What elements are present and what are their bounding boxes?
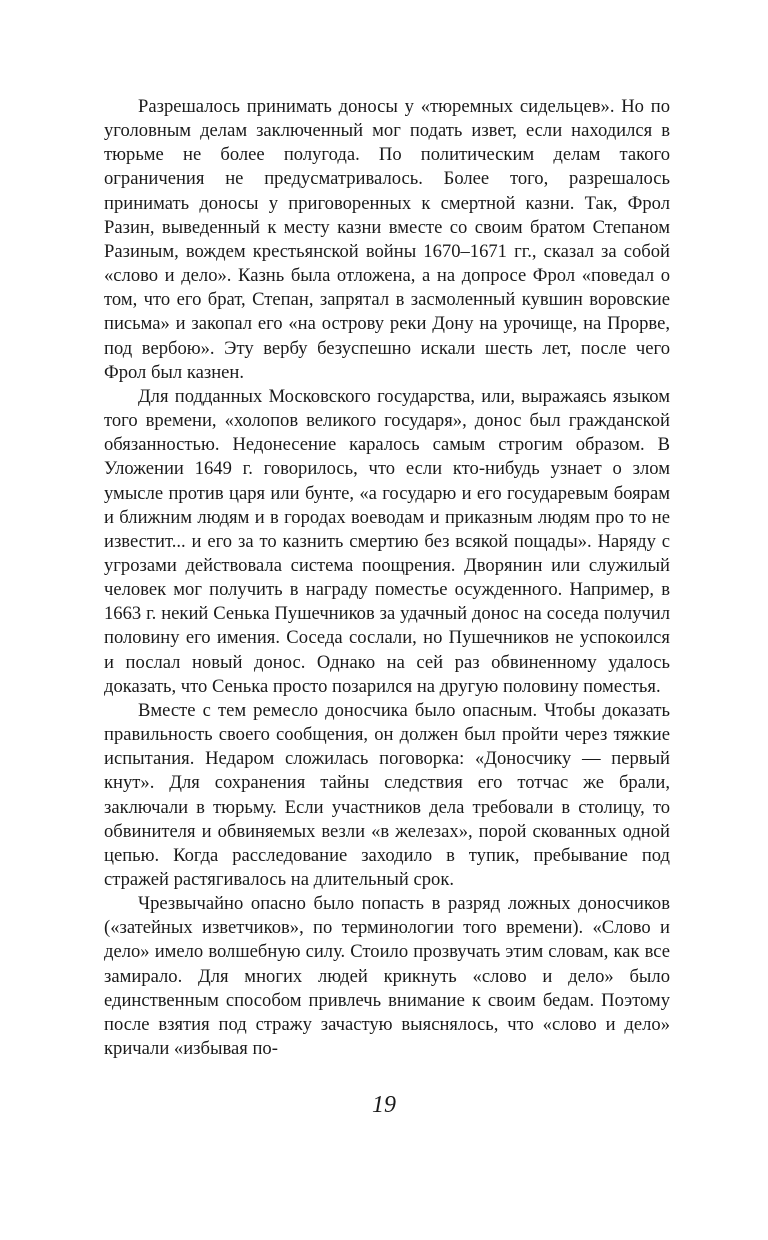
body-text [104,95,670,1061]
paragraph-3: Вместе с тем ремесло доносчика было опасным. Чтобы доказать правильность своего сообщения, он должен был пройти через тяжкие испытания. Недаром сложилась поговорка: «Доносчику — первый кнут». Для сохранения тайны следствия его тотчас же брали, заключали в тюрьму. Если участников дела требовали в столицу, то обвинителя и обвиняемых везли «в железах», порой скованных одной цепью. Когда расследование заходило в тупик, пребывание под стражей растягивалось на длительный срок. [104,699,670,890]
paragraph-2: Для подданных Московского государства, или, выражаясь языком того времени, «холопов великого государя», донос был гражданской обязанностью. Недонесение каралось самым строгим образом. В Уложении 1649 г. говорилось, что если кто-нибудь узнает о злом умысле против царя или бунте, «а государю и его государевым боярам и ближним людям и в городах воеводам и приказным людям про то не известит... и его за то казнить смертию без всякой пощады». Наряду с угрозами действовала система поощрения. Дворянин или служилый человек мог получить в награду поместье осужденного. Например, в 1663 г. некий Сенька Пушечников за удачный донос на соседа получил половину его имения. Соседа сослали, но Пушечников не успокоился и послал новый донос. Однако на сей раз обвиненному удалось доказать, что Сенька просто позарился на другую половину поместья. [104,385,670,697]
paragraph-4: Чрезвычайно опасно было попасть в разряд ложных доносчиков («затейных изветчиков», по терминологии того времени). «Слово и дело» имело волшебную силу. Стоило прозвучать этим словам, как все замирало. Для многих людей крикнуть «слово и дело» было единственным способом привлечь внимание к своим бедам. Поэтому после взятия под стражу зачастую выяснялось, что «слово и дело» кричали «избывая по- [104,893,670,1060]
page-number: 19 [372,1092,396,1118]
paragraph-1: Разрешалось принимать доносы у «тюремных сидельцев». Но по уголовным делам заключенный мог подать извет, если находился в тюрьме не более полугода. По политическим делам такого ограничения не предусматривалось. Более того, разрешалось принимать доносы у приговоренных к смертной казни. Так, Фрол Разин, выведенный к месту казни вместе со своим братом Степаном Разиным, вождем крестьянской войны 1670–1671 гг., сказал за собой «слово и дело». Казнь была отложена, а на допросе Фрол «поведал о том, что его брат, Степан, запрятал в засмоленный кувшин воровские письма» и закопал его «на острову реки Дону на урочище, на Прорве, под вербою». Эту вербу безуспешно искали шесть лет, после чего Фрол был казнен. [104,96,670,383]
